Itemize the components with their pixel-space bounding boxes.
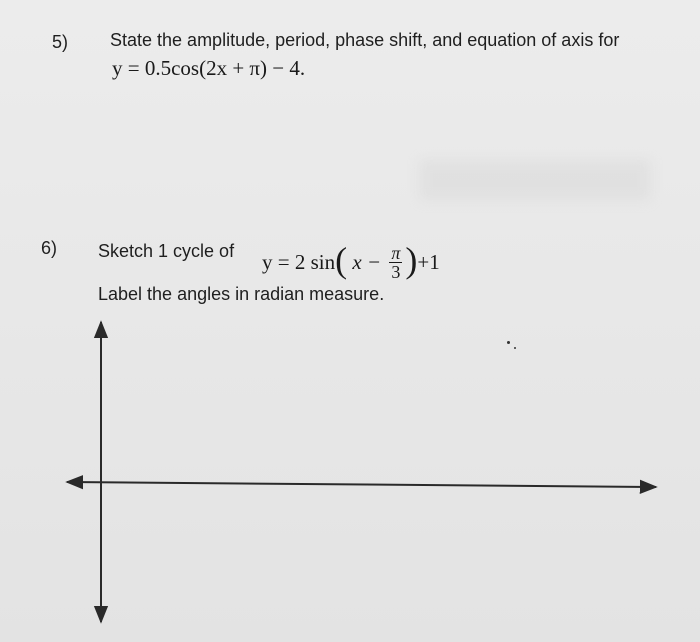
fraction-numerator: π [391, 242, 401, 263]
question-6-number: 6) [41, 238, 58, 258]
left-paren: ( [335, 240, 348, 280]
question-5-equation: y = 0.5cos(2x + π) − 4. [112, 56, 306, 80]
equation-lhs: y = 2 sin [262, 250, 336, 274]
x-axis-line [67, 482, 656, 487]
fraction-denominator: 3 [391, 261, 401, 282]
right-paren: ) [405, 240, 418, 280]
question-5-number: 5) [52, 32, 69, 52]
question-6-instruction: Label the angles in radian measure. [98, 284, 385, 304]
question-5-prompt: State the amplitude, period, phase shift, and equation of axis for [110, 30, 620, 50]
equation-variable: x − [352, 250, 382, 274]
equation-tail: +1 [417, 250, 440, 274]
pencil-mark-dot [514, 347, 516, 349]
question-6-prompt: Sketch 1 cycle of [98, 241, 235, 261]
pencil-mark-dot [507, 341, 510, 344]
